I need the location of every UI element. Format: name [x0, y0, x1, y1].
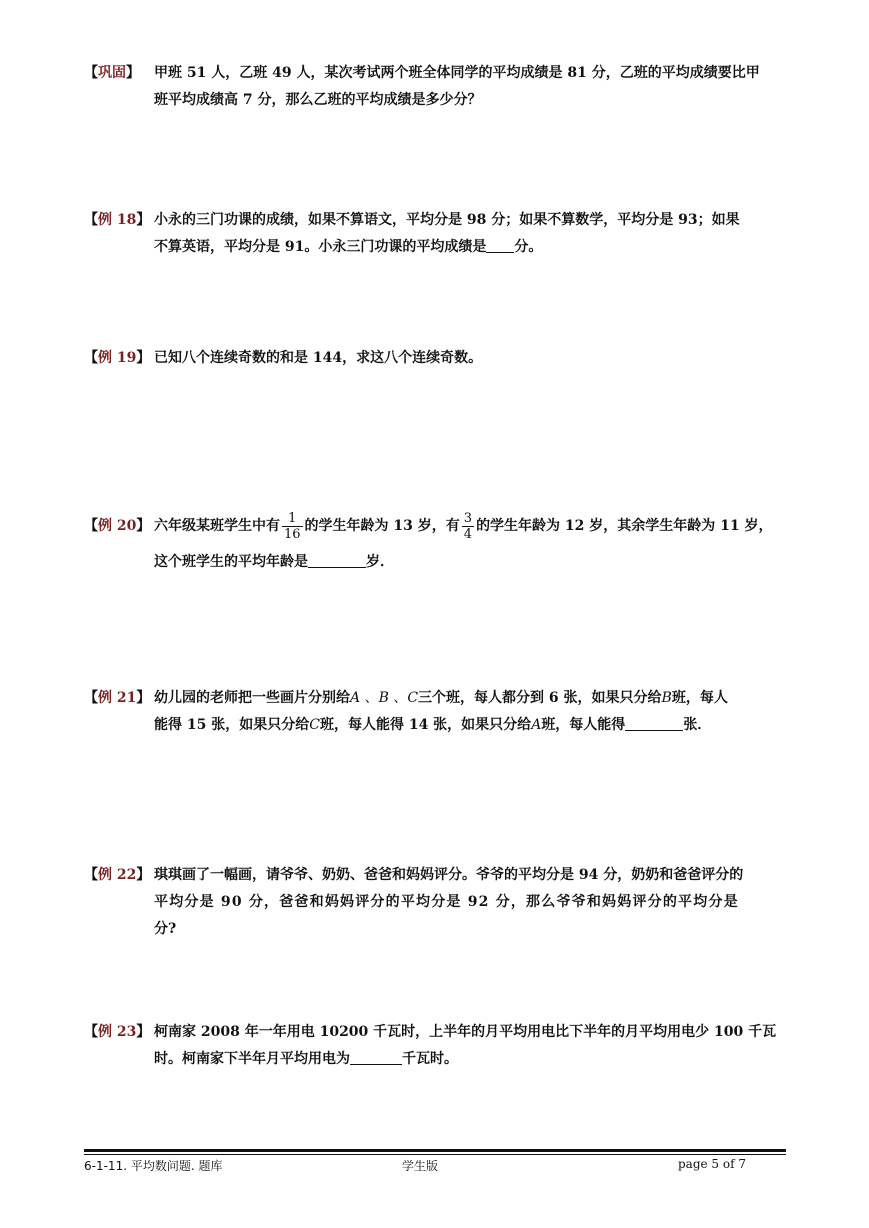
- tag-label: 例 20: [98, 518, 137, 534]
- problem-text-segment: 三个班，每人都分到 6 张，如果只分给: [418, 690, 662, 706]
- tag-bracket-close: 】: [136, 518, 151, 534]
- problem-text-segment: 班，每人: [671, 690, 728, 706]
- problem-text-segment: 时。柯南家下半年月平均用电为: [154, 1051, 350, 1067]
- problem-text: [154, 685, 789, 739]
- problem-unit: 岁．: [366, 554, 394, 570]
- answer-blank[interactable]: [308, 551, 366, 568]
- footer-left-text: 6-1-11. 平均数问题. 题库: [84, 1159, 223, 1173]
- problem-text-segment: 班，每人能得 14 张，如果只分给: [319, 717, 532, 733]
- problem-line: 柯南家 2008 年一年用电 10200 千瓦时，上半年的月平均用电比下半年的月平均用电少 100 千瓦: [154, 1024, 777, 1040]
- problem-example-23: [84, 1019, 789, 1073]
- problem-text: [154, 345, 789, 372]
- problem-tag: [84, 685, 150, 712]
- problem-text-segment: 六年级某班学生中有: [154, 518, 280, 534]
- problem-text: [154, 508, 789, 580]
- problem-tag: [84, 1019, 150, 1046]
- problem-text: [154, 60, 789, 114]
- footer-page-number: page 5 of 7: [678, 1157, 746, 1171]
- problem-line: 已知八个连续奇数的和是 144，求这八个连续奇数。: [154, 350, 483, 366]
- footer-rule-thick: [84, 1149, 786, 1152]
- problem-unit: 分。: [514, 239, 543, 255]
- variable-c: C: [407, 690, 419, 706]
- fraction-numerator: 1: [282, 511, 303, 527]
- problem-line: 甲班 51 人，乙班 49 人，某次考试两个班全体同学的平均成绩是 81 分，乙班的平均成绩要比甲: [154, 65, 760, 81]
- problem-example-20: [84, 508, 789, 580]
- problem-line: 小永的三门功课的成绩，如果不算语文，平均分是 98 分；如果不算数学，平均分是 93；如果: [154, 212, 740, 228]
- tag-bracket-close: 】: [136, 1024, 151, 1040]
- variable-c: C: [309, 717, 320, 733]
- problem-unit: 张．: [683, 717, 712, 733]
- problem-tag: [84, 508, 150, 544]
- tag-bracket-open: 【: [84, 867, 98, 883]
- problem-example-21: [84, 685, 789, 739]
- problem-text: [154, 862, 789, 943]
- answer-blank[interactable]: [625, 714, 683, 731]
- variable-b: B: [378, 690, 389, 706]
- problem-example-18: [84, 207, 789, 261]
- problem-text-segment: 幼儿园的老师把一些画片分别给: [154, 690, 350, 706]
- tag-bracket-open: 【: [84, 65, 98, 81]
- fraction-one-sixteenth: [282, 511, 303, 542]
- problem-text-segment: 的学生年龄为 13 岁，有: [304, 518, 460, 534]
- fraction-denominator: 16: [284, 526, 301, 542]
- problem-unit: 千瓦时。: [402, 1051, 458, 1067]
- problem-example-22: [84, 862, 789, 943]
- fraction-three-quarters: [462, 511, 474, 542]
- problem-tag: [84, 207, 150, 234]
- problem-tag: [84, 862, 150, 889]
- tag-label: 例 21: [98, 690, 137, 706]
- problem-example-19: [84, 345, 789, 372]
- fraction-numerator: 3: [463, 510, 473, 526]
- tag-label: 例 18: [98, 212, 137, 228]
- answer-blank[interactable]: [350, 1048, 402, 1065]
- tag-label: 例 19: [98, 350, 137, 366]
- problem-line: 不算英语，平均分是 91。小永三门功课的平均成绩是: [154, 239, 487, 255]
- answer-blank[interactable]: [486, 236, 514, 253]
- tag-bracket-close: 】: [136, 350, 151, 366]
- tag-bracket-open: 【: [84, 690, 98, 706]
- variable-a: A: [350, 690, 361, 706]
- tag-bracket-open: 【: [84, 1024, 98, 1040]
- problem-text: [154, 207, 789, 261]
- tag-label: 例 23: [98, 1024, 137, 1040]
- tag-bracket-open: 【: [84, 350, 98, 366]
- problem-text-segment: 能得 15 张，如果只分给: [154, 717, 310, 733]
- tag-label: 巩固: [98, 65, 126, 81]
- problem-line: 分?: [154, 921, 177, 937]
- problem-text-segment: 班，每人能得: [541, 717, 626, 733]
- problem-text-segment: 的学生年龄为 12 岁，其余学生年龄为 11 岁，: [476, 518, 773, 534]
- footer-center-text: 学生版: [402, 1159, 439, 1173]
- tag-bracket-open: 【: [84, 212, 98, 228]
- footer-rule-thin: [84, 1154, 786, 1155]
- tag-label: 例 22: [98, 867, 137, 883]
- tag-bracket-close: 】: [126, 65, 140, 81]
- tag-bracket-close: 】: [136, 212, 151, 228]
- tag-bracket-close: 】: [136, 867, 151, 883]
- separator: 、: [388, 690, 408, 706]
- problem-consolidation: [84, 60, 789, 114]
- variable-a: A: [531, 717, 542, 733]
- problem-line: 平均分是 90 分，爸爸和妈妈评分的平均分是 92 分，那么爷爷和妈妈评分的平均分是: [154, 894, 739, 910]
- tag-bracket-open: 【: [84, 518, 98, 534]
- problem-line: 琪琪画了一幅画，请爷爷、奶奶、爸爸和妈妈评分。爷爷的平均分是 94 分，奶奶和爸爸评分的: [154, 867, 744, 883]
- problem-tag: [84, 345, 150, 372]
- separator: 、: [360, 690, 379, 706]
- problem-text: [154, 1019, 789, 1073]
- variable-b: B: [661, 690, 672, 706]
- fraction-denominator: 4: [463, 526, 473, 542]
- problem-line: 班平均成绩高 7 分，那么乙班的平均成绩是多少分？: [154, 92, 482, 108]
- tag-bracket-close: 】: [136, 690, 151, 706]
- problem-text-segment: 这个班学生的平均年龄是: [154, 554, 308, 570]
- problem-tag: [84, 60, 140, 87]
